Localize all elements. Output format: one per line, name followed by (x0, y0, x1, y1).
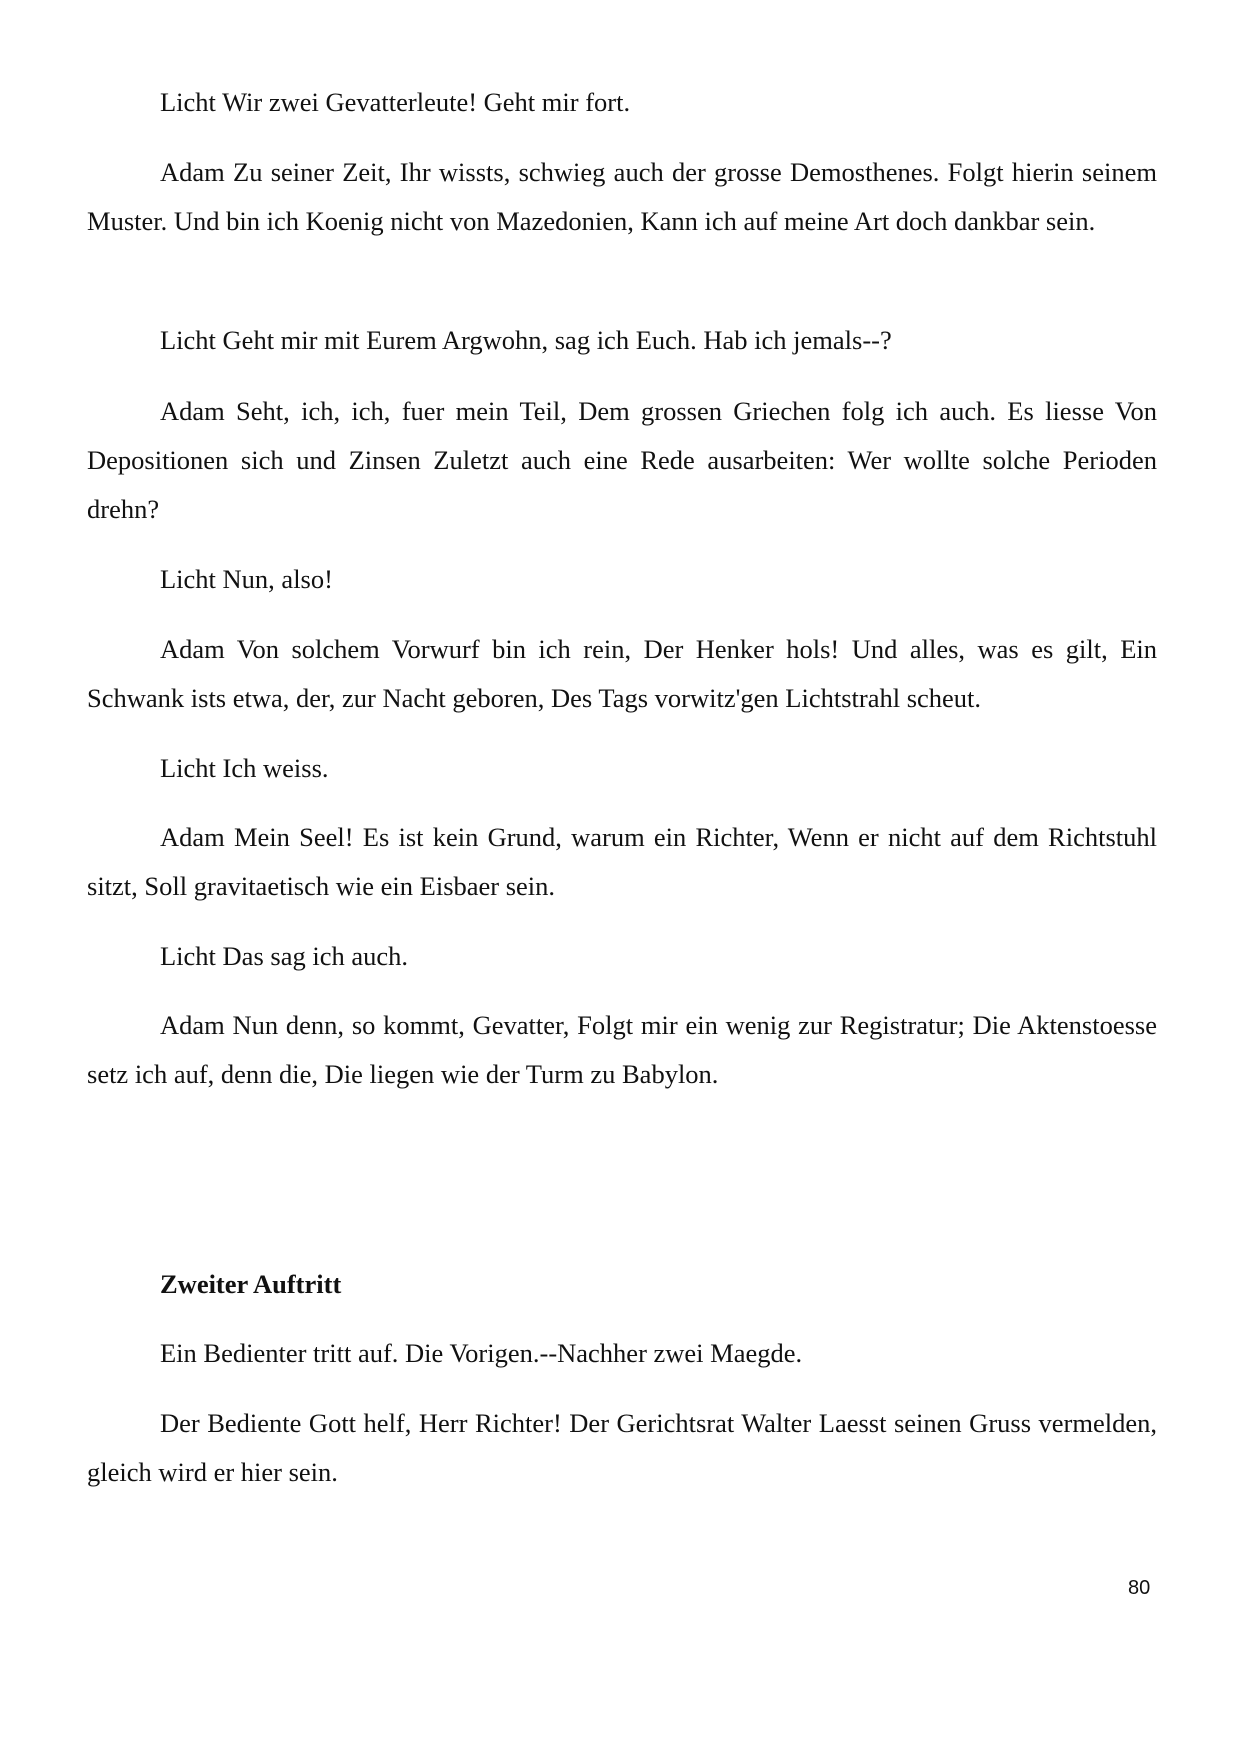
scene-heading: Zweiter Auftritt (160, 1269, 342, 1299)
dialogue-paragraph: Licht Ich weiss. (160, 753, 329, 783)
page-number: 80 (1128, 1577, 1151, 1599)
dialogue-paragraph: Adam Mein Seel! Es ist kein Grund, warum ein Richter, Wenn er nicht auf dem Richtstuhl sitzt, Soll gravitaetisch wie ein Eisbaer sein. (87, 822, 1157, 901)
dialogue-paragraph: Der Bediente Gott helf, Herr Richter! Der Gerichtsrat Walter Laesst seinen Gruss vermelden, gleich wird er hier sein. (87, 1408, 1157, 1487)
dialogue-paragraph: Adam Von solchem Vorwurf bin ich rein, Der Henker hols! Und alles, was es gilt, Ein Schwank ists etwa, der, zur Nacht geboren, Des Tags vorwitz'gen Lichtstrahl scheut. (87, 634, 1157, 713)
stage-direction: Ein Bedienter tritt auf. Die Vorigen.--Nachher zwei Maegde. (160, 1338, 803, 1368)
dialogue-paragraph: Licht Nun, also! (160, 564, 333, 594)
dialogue-paragraph: Adam Zu seiner Zeit, Ihr wissts, schwieg auch der grosse Demosthenes. Folgt hierin seinem Muster. Und bin ich Koenig nicht von Mazedonien, Kann ich auf meine Art doch dankbar sein. (87, 157, 1157, 236)
dialogue-paragraph: Licht Geht mir mit Eurem Argwohn, sag ich Euch. Hab ich jemals--? (160, 325, 892, 355)
dialogue-paragraph: Licht Wir zwei Gevatterleute! Geht mir fort. (160, 87, 631, 117)
dialogue-paragraph: Licht Das sag ich auch. (160, 941, 408, 971)
dialogue-paragraph: Adam Nun denn, so kommt, Gevatter, Folgt mir ein wenig zur Registratur; Die Aktenstoesse setz ich auf, denn die, Die liegen wie der Turm zu Babylon. (87, 1010, 1157, 1089)
dialogue-paragraph: Adam Seht, ich, ich, fuer mein Teil, Dem grossen Griechen folg ich auch. Es liesse Von Depositionen sich und Zinsen Zuletzt auch eine Rede ausarbeiten: Wer wollte solche Perioden drehn? (87, 396, 1157, 524)
